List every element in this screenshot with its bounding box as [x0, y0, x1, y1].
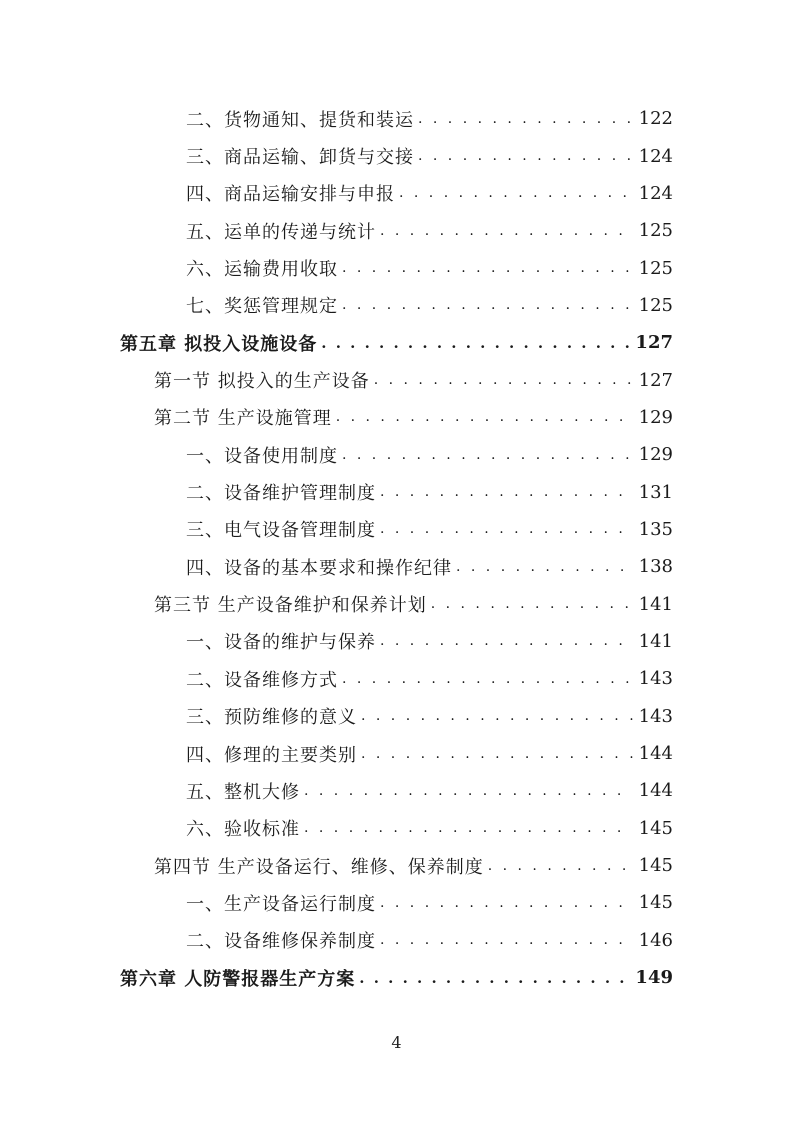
- toc-dot-leader: [361, 708, 633, 724]
- toc-entry-item[interactable]: [0, 772, 793, 809]
- toc-entry-page: 138: [638, 556, 673, 578]
- toc-entry-page: 149: [635, 967, 673, 989]
- toc-entry-title: 七、奖惩管理规定: [186, 296, 338, 318]
- toc-entry-item[interactable]: [0, 922, 793, 959]
- toc-entry-title: 第五章 拟投入设施设备: [120, 333, 318, 355]
- toc-dot-leader: [456, 559, 633, 575]
- toc-entry-item[interactable]: [0, 548, 793, 585]
- toc-entry-title: 二、设备维修保养制度: [186, 931, 376, 953]
- toc-dot-leader: [359, 969, 629, 987]
- toc-entry-page: 146: [638, 929, 673, 951]
- toc-entry-title: 二、设备维护管理制度: [186, 483, 376, 505]
- toc-entry-item[interactable]: [0, 810, 793, 847]
- toc-entry-item[interactable]: [0, 698, 793, 735]
- toc-entry-page: 143: [638, 668, 673, 690]
- toc-entry-item[interactable]: [0, 249, 793, 286]
- toc-entry-page: 145: [638, 817, 673, 839]
- toc-entry-page: 129: [638, 406, 673, 428]
- toc-entry-title: 四、设备的基本要求和操作纪律: [186, 557, 452, 579]
- toc-entry-page: 145: [638, 855, 673, 877]
- toc-dot-leader: [431, 596, 633, 612]
- toc-entry-page: 131: [638, 481, 673, 503]
- toc-dot-leader: [418, 111, 633, 127]
- toc-entry-title: 六、运输费用收取: [186, 259, 338, 281]
- toc-entry-page: 141: [638, 630, 673, 652]
- toc-dot-leader: [374, 372, 633, 388]
- toc-entry-section[interactable]: [0, 585, 793, 622]
- toc-entry-page: 145: [638, 892, 673, 914]
- toc-dot-leader: [304, 783, 633, 799]
- toc-dot-leader: [342, 447, 633, 463]
- toc-dot-leader: [321, 334, 629, 352]
- toc-entry-section[interactable]: [0, 399, 793, 436]
- toc-entry-title: 三、电气设备管理制度: [186, 520, 376, 542]
- toc-entry-title: 五、整机大修: [186, 781, 300, 803]
- toc-dot-leader: [418, 148, 633, 164]
- toc-entry-page: 127: [638, 369, 673, 391]
- toc-dot-leader: [488, 858, 633, 874]
- toc-dot-leader: [380, 223, 633, 239]
- toc-dot-leader: [380, 633, 633, 649]
- toc-entry-chapter[interactable]: [0, 959, 793, 996]
- toc-entry-page: 122: [638, 108, 673, 130]
- toc-entry-title: 第三节 生产设备维护和保养计划: [154, 595, 427, 617]
- toc-dot-leader: [304, 820, 633, 836]
- toc-entry-page: 125: [638, 220, 673, 242]
- toc-entry-page: 144: [638, 780, 673, 802]
- toc-entry-page: 144: [638, 743, 673, 765]
- toc-dot-leader: [380, 521, 633, 537]
- toc-entry-item[interactable]: [0, 473, 793, 510]
- toc-entry-page: 141: [638, 593, 673, 615]
- table-of-contents: [0, 100, 793, 996]
- toc-entry-page: 125: [638, 294, 673, 316]
- toc-entry-title: 四、商品运输安排与申报: [186, 184, 395, 206]
- toc-entry-item[interactable]: [0, 884, 793, 921]
- toc-dot-leader: [336, 409, 633, 425]
- toc-entry-title: 第四节 生产设备运行、维修、保养制度: [154, 856, 484, 878]
- toc-entry-title: 五、运单的传递与统计: [186, 221, 376, 243]
- toc-entry-item[interactable]: [0, 511, 793, 548]
- toc-entry-section[interactable]: [0, 361, 793, 398]
- toc-entry-item[interactable]: [0, 175, 793, 212]
- toc-entry-title: 二、货物通知、提货和装运: [186, 109, 414, 131]
- toc-entry-item[interactable]: [0, 436, 793, 473]
- toc-entry-title: 四、修理的主要类别: [186, 744, 357, 766]
- toc-entry-item[interactable]: [0, 212, 793, 249]
- toc-entry-title: 第六章 人防警报器生产方案: [120, 968, 356, 990]
- toc-entry-item[interactable]: [0, 287, 793, 324]
- toc-entry-page: 135: [638, 518, 673, 540]
- toc-dot-leader: [342, 260, 633, 276]
- toc-entry-item[interactable]: [0, 137, 793, 174]
- toc-entry-title: 一、生产设备运行制度: [186, 893, 376, 915]
- toc-entry-item[interactable]: [0, 623, 793, 660]
- toc-entry-item[interactable]: [0, 100, 793, 137]
- toc-dot-leader: [342, 671, 633, 687]
- toc-entry-title: 一、设备使用制度: [186, 445, 338, 467]
- toc-entry-page: 125: [638, 257, 673, 279]
- toc-entry-page: 127: [635, 332, 673, 354]
- toc-entry-title: 三、预防维修的意义: [186, 707, 357, 729]
- toc-entry-section[interactable]: [0, 847, 793, 884]
- toc-entry-item[interactable]: [0, 660, 793, 697]
- toc-entry-title: 第一节 拟投入的生产设备: [154, 371, 370, 393]
- toc-dot-leader: [361, 746, 633, 762]
- page-number: 4: [391, 1033, 402, 1052]
- toc-entry-page: 124: [638, 182, 673, 204]
- toc-entry-page: 124: [638, 145, 673, 167]
- toc-entry-title: 二、设备维修方式: [186, 669, 338, 691]
- toc-dot-leader: [380, 895, 633, 911]
- toc-entry-item[interactable]: [0, 735, 793, 772]
- toc-dot-leader: [342, 297, 633, 313]
- toc-dot-leader: [380, 484, 633, 500]
- toc-entry-title: 第二节 生产设施管理: [154, 408, 332, 430]
- toc-entry-title: 一、设备的维护与保养: [186, 632, 376, 654]
- toc-entry-title: 六、验收标准: [186, 819, 300, 841]
- toc-dot-leader: [399, 185, 633, 201]
- toc-entry-title: 三、商品运输、卸货与交接: [186, 147, 414, 169]
- toc-entry-page: 129: [638, 444, 673, 466]
- toc-entry-page: 143: [638, 705, 673, 727]
- toc-dot-leader: [380, 932, 633, 948]
- toc-entry-chapter[interactable]: [0, 324, 793, 361]
